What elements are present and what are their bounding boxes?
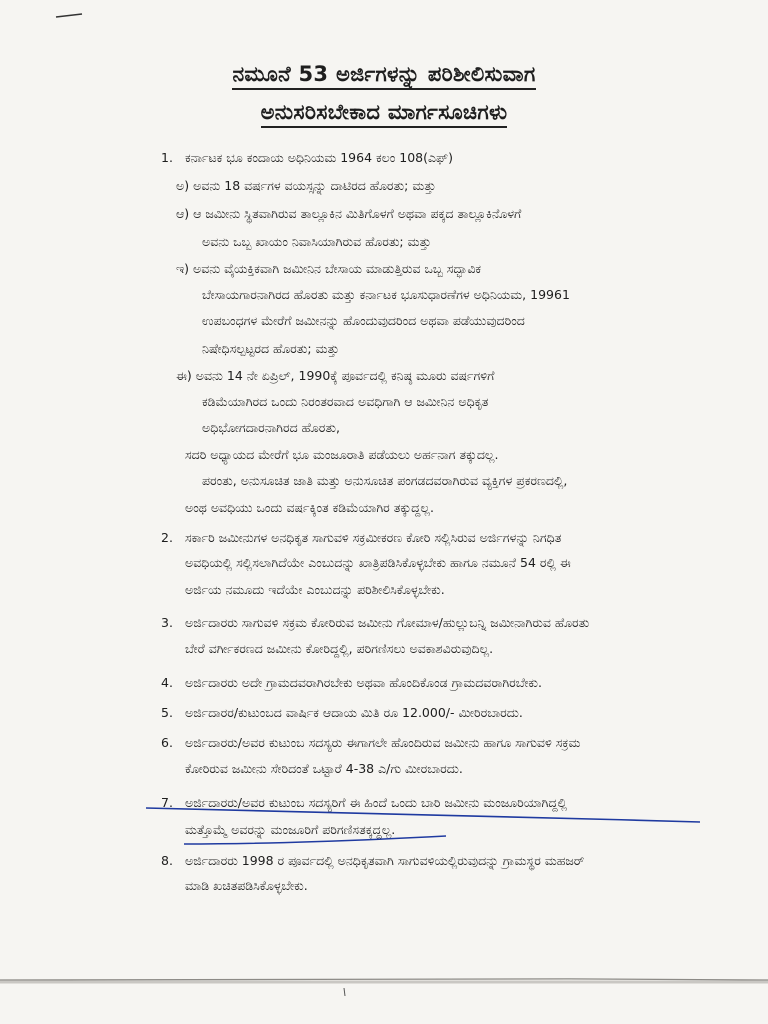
item-1-line-9: ಈ) ಅವನು 14 ನೇ ಏಪ್ರಿಲ್, 1990ಕ್ಕೆ ಪೂರ್ವದಲ್ಲಿ ಕನಿಷ್ಠ ಮೂರು ವರ್ಷಗಳಿಗೆ (176, 368, 495, 383)
item-number-4: 4. (161, 675, 173, 690)
item-1-line-14: ಅಂಥ ಅವಧಿಯು ಒಂದು ವರ್ಷಕ್ಕಿಂತ ಕಡಿಮೆಯಾಗಿರ ತಕ್ಕುದ್ದಲ್ಲ. (185, 500, 434, 515)
item-6-line-1: ಅರ್ಜಿದಾರರು/ಅವರ ಕುಟುಂಬ ಸದಸ್ಯರು ಈಗಾಗಲೇ ಹೊಂದಿರುವ ಜಮೀನು ಹಾಗೂ ಸಾಗುವಳಿ ಸಕ್ರಮ (185, 735, 581, 750)
item-2-line-2: ಅವಧಿಯಲ್ಲಿ ಸಲ್ಲಿಸಲಾಗಿದೆಯೇ ಎಂಬುದನ್ನು ಖಾತ್ರಿಪಡಿಸಿಕೊಳ್ಳಬೇಕು ಹಾಗೂ ನಮೂನೆ 54 ರಲ್ಲಿ ಈ (185, 555, 571, 570)
item-1-line-7: ಉಪಬಂಧಗಳ ಮೇರೆಗೆ ಜಮೀನನ್ನು ಹೊಂದುವುದರಿಂದ ಅಥವಾ ಪಡೆಯುವುದರಿಂದ (202, 313, 525, 328)
page-title-line-2: ಅನುಸರಿಸಬೇಕಾದ ಮಾರ್ಗಸೂಚಿಗಳು (0, 100, 768, 125)
item-5-line-1: ಅರ್ಜಿದಾರರ/ಕುಟುಂಬದ ವಾರ್ಷಿಕ ಆದಾಯ ಮಿತಿ ರೂ 12.000/- ಮೀರಿರಬಾರದು. (185, 705, 523, 720)
page-title-line-1: ನಮೂನೆ 53 ಅರ್ಜಿಗಳನ್ನು ಪರಿಶೀಲಿಸುವಾಗ (0, 62, 768, 87)
item-number-1: 1. (161, 150, 173, 165)
item-1-line-8: ನಿಷೇಧಿಸಲ್ಪಟ್ಟರದ ಹೊರತು; ಮತ್ತು (202, 341, 340, 356)
item-7-line-2: ಮತ್ತೊಮ್ಮೆ ಅವರನ್ನು ಮಂಜೂರಿಗೆ ಪರಿಗಣಿಸತಕ್ಕದ್ದಲ್ಲ. (185, 822, 396, 837)
item-number-2: 2. (161, 530, 173, 545)
item-3-line-2: ಬೇರೆ ವರ್ಗೀಕರಣದ ಜಮೀನು ಕೋರಿದ್ದಲ್ಲಿ, ಪರಿಗಣಿಸಲು ಅವಕಾಶವಿರುವುದಿಲ್ಲ. (185, 641, 494, 656)
pen-underline-item-7 (140, 800, 710, 848)
item-4-line-1: ಅರ್ಜಿದಾರರು ಅದೇ ಗ್ರಾಮದವರಾಗಿರಬೇಕು ಅಥವಾ ಹೊಂದಿಕೊಂಡ ಗ್ರಾಮದವರಾಗಿರಬೇಕು. (185, 675, 543, 690)
item-number-7: 7. (161, 795, 173, 810)
item-8-line-2: ಮಾಡಿ ಖಚಿತಪಡಿಸಿಕೊಳ್ಳಬೇಕು. (185, 878, 308, 893)
item-1-line-1: ಕರ್ನಾಟಕ ಭೂ ಕಂದಾಯ ಅಧಿನಿಯಮ 1964 ಕಲಂ 108(ಎಫ್) (185, 150, 453, 165)
item-3-line-1: ಅರ್ಜಿದಾರರು ಸಾಗುವಳಿ ಸಕ್ರಮ ಕೋರಿರುವ ಜಮೀನು ಗೋಮಾಳ/ಹುಲ್ಲುಬನ್ನಿ ಜಮೀನಾಗಿರುವ ಹೊರತು (185, 615, 590, 630)
item-8-line-1: ಅರ್ಜಿದಾರರು 1998 ರ ಪೂರ್ವದಲ್ಲಿ ಅನಧಿಕೃತವಾಗಿ ಸಾಗುವಳಿಯಲ್ಲಿರುವುದನ್ನು ಗ್ರಾಮಸ್ಥರ ಮಹಜರ್ (185, 853, 585, 868)
item-2-line-1: ಸರ್ಕಾರಿ ಜಮೀನುಗಳ ಅನಧಿಕೃತ ಸಾಗುವಳಿ ಸಕ್ರಮೀಕರಣ ಕೋರಿ ಸಲ್ಲಿಸಿರುವ ಅರ್ಜಿಗಳನ್ನು ನಿಗಧಿತ (185, 530, 562, 545)
item-1-line-11: ಅಧಿಭೋಗದಾರನಾಗಿರದ ಹೊರತು, (202, 420, 340, 435)
item-1-line-5: ಇ) ಅವನು ವೈಯಕ್ತಿಕವಾಗಿ ಜಮೀನಿನ ಬೇಸಾಯ ಮಾಡುತ್ತಿರುವ ಒಬ್ಬ ಸದ್ಭಾವಿಕ (176, 261, 482, 276)
item-1-line-4: ಅವನು ಒಬ್ಬ ಖಾಯಂ ನಿವಾಸಿಯಾಗಿರುವ ಹೊರತು; ಮತ್ತು (202, 234, 432, 249)
item-1-line-6: ಬೇಸಾಯಗಾರನಾಗಿರದ ಹೊರತು ಮತ್ತು ಕರ್ನಾಟಕ ಭೂಸುಧಾರಣೆಗಳ ಅಧಿನಿಯಮ, 19961 (202, 287, 570, 302)
item-2-line-3: ಅರ್ಜಿಯ ನಮೂದು ಇದೆಯೇ ಎಂಬುದನ್ನು ಪರಿಶೀಲಿಸಿಕೊಳ್ಳಬೇಕು. (185, 582, 445, 597)
item-7-line-1: ಅರ್ಜಿದಾರರು/ಅವರ ಕುಟುಂಬ ಸದಸ್ಯರಿಗೆ ಈ ಹಿಂದೆ ಒಂದು ಬಾರಿ ಜಮೀನು ಮಂಜೂರಿಯಾಗಿದ್ದಲ್ಲಿ (185, 795, 568, 810)
item-number-5: 5. (161, 705, 173, 720)
page-bottom-edge (0, 968, 768, 1024)
item-1-line-13: ಪರಂತು, ಅನುಸೂಚಿತ ಜಾತಿ ಮತ್ತು ಅನುಸೂಚಿತ ಪಂಗಡದವರಾಗಿರುವ ವ್ಯಕ್ತಿಗಳ ಪ್ರಕರಣದಲ್ಲಿ, (202, 473, 568, 488)
item-number-3: 3. (161, 615, 173, 630)
item-1-line-12: ಸದರಿ ಅಧ್ಯಾಯದ ಮೇರೆಗೆ ಭೂ ಮಂಜೂರಾತಿ ಪಡೆಯಲು ಅರ್ಹನಾಗ ತಕ್ಕುದಲ್ಲ. (185, 447, 499, 462)
item-number-6: 6. (161, 735, 173, 750)
item-1-line-10: ಕಡಿಮೆಯಾಗಿರದ ಒಂದು ನಿರಂತರವಾದ ಅವಧಿಗಾಗಿ ಆ ಜಮೀನಿನ ಅಧಿಕೃತ (202, 394, 489, 409)
item-number-8: 8. (161, 853, 173, 868)
pen-mark-top-left (54, 8, 84, 22)
item-1-line-3: ಆ) ಆ ಜಮೀನು ಸ್ಥಿತವಾಗಿರುವ ತಾಲ್ಲೂಕಿನ ಮಿತಿಗೊಳಗೆ ಅಥವಾ ಪಕ್ಕದ ತಾಲ್ಲೂಕಿನೊಳಗೆ (176, 206, 522, 221)
item-6-line-2: ಕೋರಿರುವ ಜಮೀನು ಸೇರಿದಂತೆ ಒಟ್ಟಾರೆ 4-38 ಎ/ಗು ಮೀರಬಾರದು. (185, 761, 463, 776)
item-1-line-2: ಅ) ಅವನು 18 ವರ್ಷಗಳ ವಯಸ್ಸನ್ನು ದಾಟಿರದ ಹೊರತು; ಮತ್ತು (176, 178, 436, 193)
